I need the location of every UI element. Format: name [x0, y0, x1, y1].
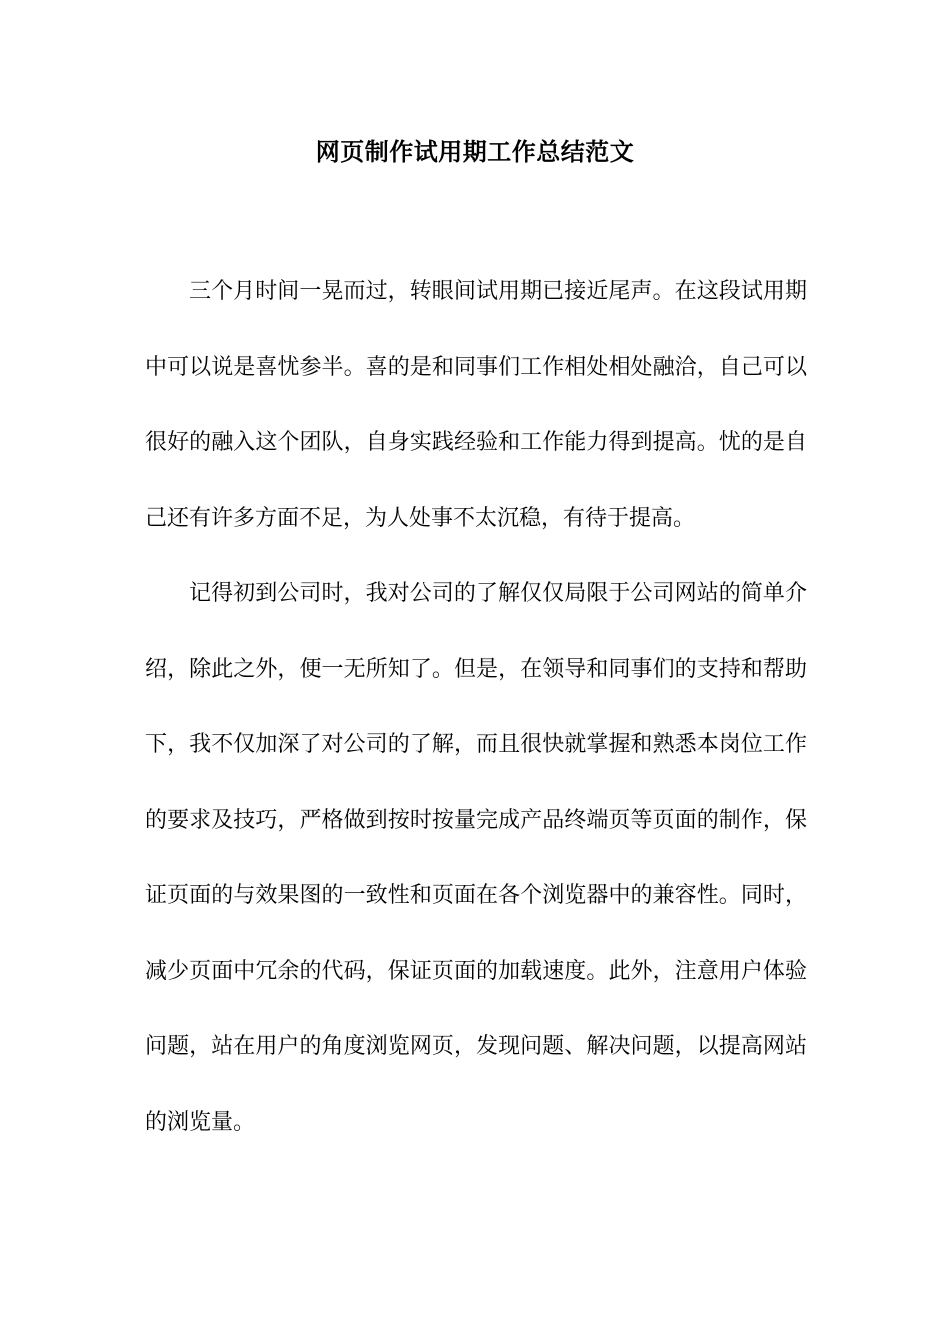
document-title: 网页制作试用期工作总结范文	[315, 137, 635, 166]
paragraph-2: 记得初到公司时，我对公司的了解仅仅局限于公司网站的简单介绍，除此之外，便一无所知了。但是，在领导和同事们的支持和帮助下，我不仅加深了对公司的了解，而且很快就掌握和熟悉本岗位工作的要求及技巧，严格做到按时按量完成产品终端页等页面的制作，保证页面的与效果图的一致性和页面在各个浏览器中的兼容性。同时，减少页面中冗余的代码，保证页面的加载速度。此外，注意用户体验问题，站在用户的角度浏览网页，发现问题、解决问题，以提高网站的浏览量。	[145, 581, 807, 1135]
paragraph-1: 三个月时间一晃而过，转眼间试用期已接近尾声。在这段试用期中可以说是喜忧参半。喜的是和同事们工作相处相处融洽，自己可以很好的融入这个团队，自身实践经验和工作能力得到提高。忧的是自己还有许多方面不足，为人处事不太沉稳，有待于提高。	[145, 279, 807, 531]
document-body	[145, 254, 807, 1160]
